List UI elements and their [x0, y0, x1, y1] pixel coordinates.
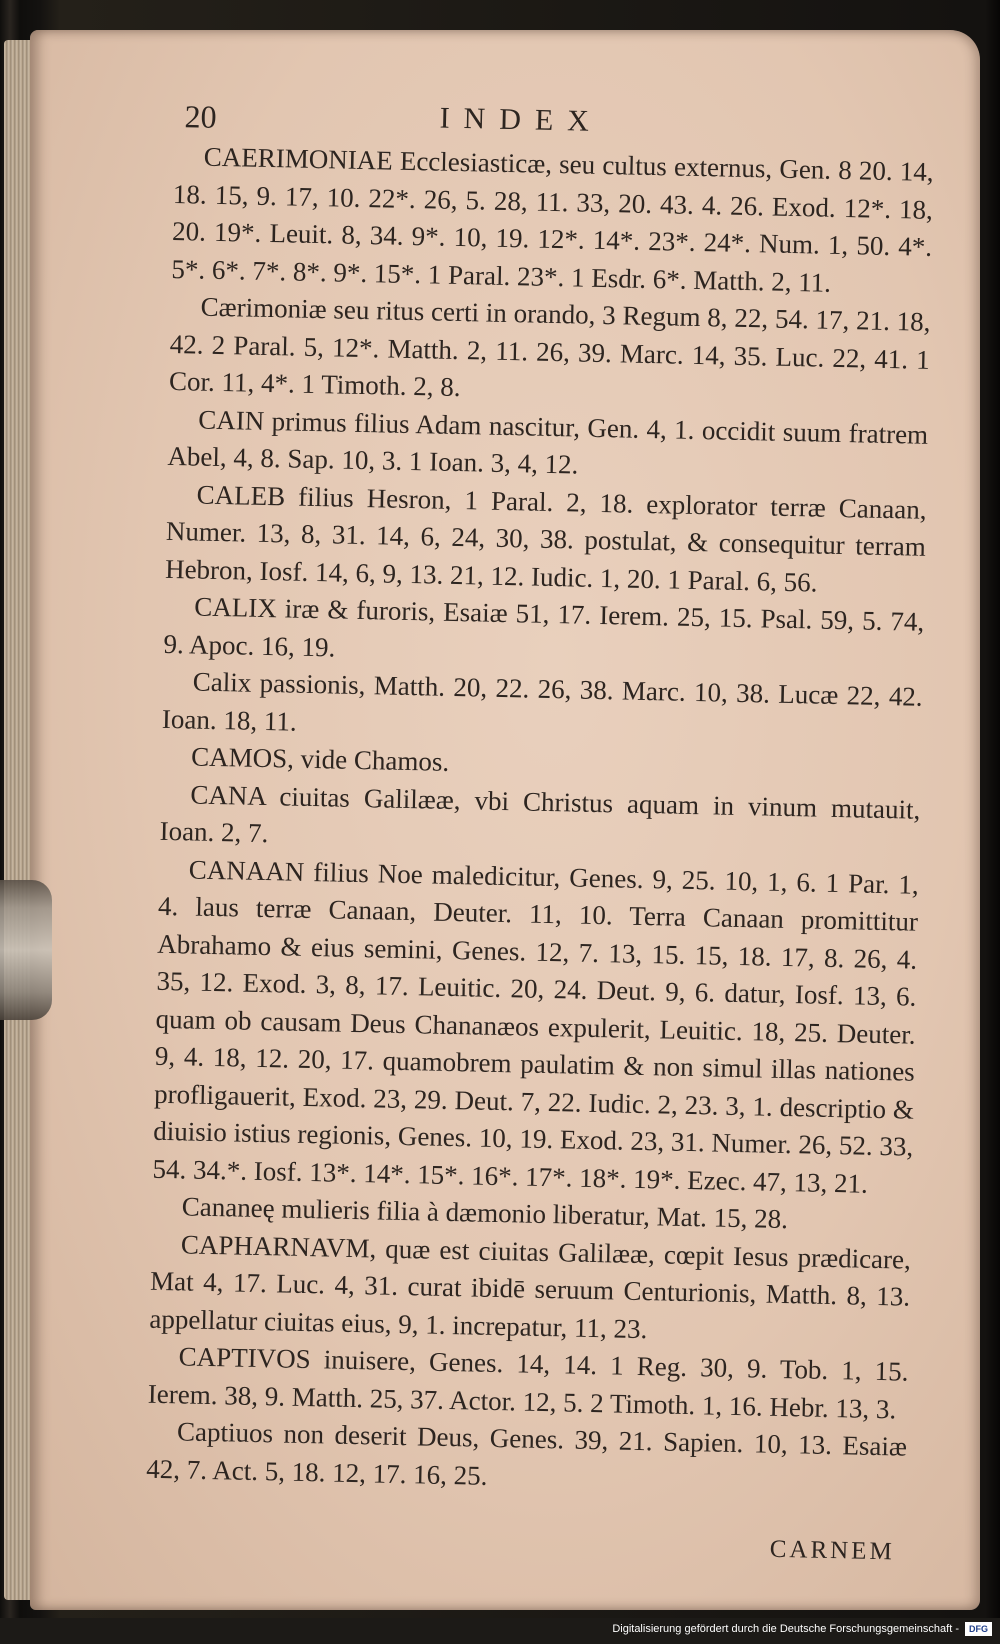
index-entry-cain: CAIN primus filius Adam nascitur, Gen. 4, 1. occidit suum fratrem Abel, 4, 8. Sap. 10, 3. 1 Ioan. 3, 4, 12.: [167, 404, 929, 480]
book-page: [30, 30, 980, 1610]
index-entry-capharnaum: CAPHARNAVM, quæ est ciuitas Galilææ, cœpit Iesus prædicare, Mat 4, 17. Luc. 4, 31. curat ibidē seruum Centurionis, Matth. 8, 13. appellatur ciuitas eius, 9, 1. increpatur, 11, 23.: [149, 1228, 912, 1344]
footer-credit: Digitalisierung gefördert durch die Deutsche Forschungsgemeinschaft -: [612, 1623, 959, 1635]
index-entry-captiuos-deus: Captiuos non deserit Deus, Genes. 39, 21. Sapien. 10, 13. Esaiæ 42, 7. Act. 5, 18. 12, 17. 16, 25.: [145, 1416, 908, 1491]
catchword: CARNEM: [769, 1535, 895, 1566]
index-entry-caerimoniae: CAERIMONIAE Ecclesiasticæ, seu cultus externus, Gen. 8 20. 14, 18. 15, 9. 17, 10. 22*. 26, 5. 28, 11. 33, 20. 43. 4. 26. Exod. 12*. 18, 20. 19*. Leuit. 8, 34. 9*. 10, 19. 12*. 14*. 23*. 24*. Num. 1, 50. 4*. 5*. 6*. 7*. 8*. 9*. 15*. 1 Paral. 23*. 1 Esdr. 6*. Matth. 2, 11.: [171, 141, 934, 298]
index-entry-calix-passionis: Calix passionis, Matth. 20, 22. 26, 38. Marc. 10, 38. Lucæ 22, 42. Ioan. 18, 11.: [161, 666, 923, 737]
index-entry-captivos: CAPTIVOS inuisere, Genes. 14, 14. 1 Reg. 30, 9. Tob. 1, 15. Ierem. 38, 9. Matth. 25, 37. Actor. 12, 5. 2 Timoth. 1, 16. Hebr. 13, 3.: [147, 1341, 909, 1424]
page-number: 20: [184, 98, 217, 135]
running-title: INDEX: [439, 101, 604, 138]
digitization-footer: [612, 1620, 992, 1638]
index-entry-cana: CANA ciuitas Galilææ, vbi Christus aquam in vinum mutauit, Ioan. 2, 7.: [159, 778, 921, 849]
index-entry-calix: CALIX iræ & furoris, Esaiæ 51, 17. Ierem. 25, 15. Psal. 59, 5. 74, 9. Apoc. 16, 19.: [163, 591, 925, 662]
index-entry-cananee: Cananeę mulieris filia à dæmonio liberatur, Mat. 15, 28.: [181, 1191, 789, 1235]
page-clip: [0, 880, 52, 1020]
dfg-logo: DFG: [965, 1622, 992, 1636]
index-entry-caleb: CALEB filius Hesron, 1 Paral. 2, 18. explorator terræ Canaan, Numer. 13, 8, 31. 14, 6, 24, 30, 38. postulat, & consequitur terram Hebron, Iosf. 14, 6, 9, 13. 21, 12. Iudic. 1, 20. 1 Paral. 6, 56.: [164, 479, 927, 598]
index-entry-caerimoniae-ritus: Cærimoniæ seu ritus certi in orando, 3 Regum 8, 22, 54. 17, 21. 18, 42. 2 Paral. 5, 12*. Matth. 2, 11. 26, 39. Marc. 14, 35. Luc. 22, 41. 1 Cor. 11, 4*. 1 Timoth. 2, 8.: [168, 291, 931, 403]
index-entry-canaan: CANAAN filius Noe maledicitur, Genes. 9, 25. 10, 1, 6. 1 Par. 1, 4. laus terræ Canaan, Deuter. 11, 10. Terra Canaan promittitur Abrahamo & eius semini, Genes. 12, 7. 13, 15. 15, 18. 17, 8. 26, 4. 35, 12. Exod. 3, 8, 17. Leuitic. 20, 24. Deut. 9, 6. datur, Iosf. 13, 6. quam ob causam Deus Chananæos expulerit, Leuitic. 18, 25. Deuter. 9, 4. 18, 12. 20, 17. quamobrem paulatim & non simul illas nationes profligauerit, Exod. 23, 29. Deut. 7, 22. Iudic. 2, 23. 3, 1. descriptio & diuisio istius regionis, Genes. 10, 19. Exod. 23, 31. Numer. 26, 52. 33, 54. 34.*. Iosf. 13*. 14*. 15*. 16*. 17*. 18*. 19*. Ezec. 47, 13, 21.: [152, 853, 920, 1199]
page-text-block: [144, 98, 934, 1571]
index-entry-camos: CAMOS, vide Chamos.: [190, 741, 450, 777]
